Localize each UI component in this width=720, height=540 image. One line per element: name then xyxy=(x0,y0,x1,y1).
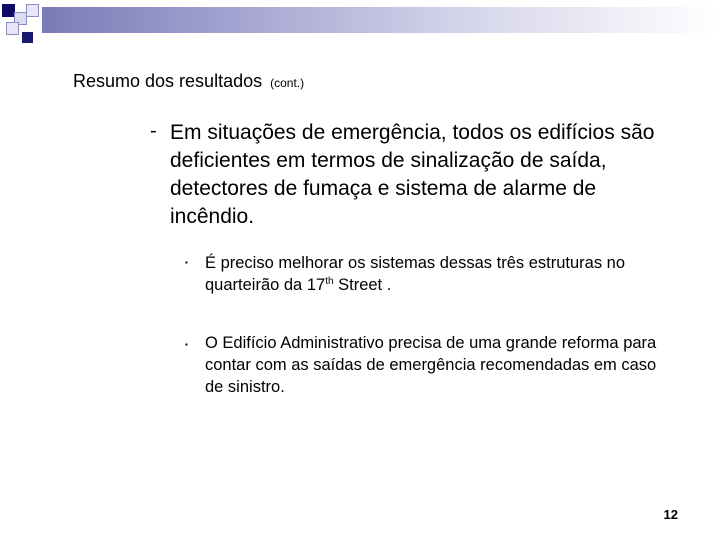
header-gradient-band xyxy=(42,7,720,33)
decorative-square xyxy=(22,32,33,43)
page-number: 12 xyxy=(663,507,678,522)
main-bullet-marker: - xyxy=(150,120,157,142)
slide-title xyxy=(73,71,304,92)
slide-title-text: Resumo dos resultados xyxy=(73,71,263,91)
main-bullet-text: Em situações de emergência, todos os edifícios são deficientes em termos de sinalização de saída, detectores de fumaça e sistema de alarme de incêndio. xyxy=(170,121,655,228)
ordinal-suffix: th xyxy=(325,276,334,287)
sub-bullet-marker: ▪ xyxy=(185,258,188,267)
sub-bullet-text-part: Street . xyxy=(333,276,392,294)
decorative-square xyxy=(26,4,39,17)
decorative-square xyxy=(6,22,19,35)
slide-title-sub: (cont.) xyxy=(270,76,305,90)
sub-bullet-marker: ▪ xyxy=(185,340,188,349)
sub-bullet-text-part: É preciso melhorar os sistemas dessas três estruturas no quarteirão da 17 xyxy=(205,254,626,294)
sub-bullet-text xyxy=(205,252,665,296)
sub-bullet-text: O Edifício Administrativo precisa de uma grande reforma para contar com as saídas de emergência recomendadas em caso de sinistro. xyxy=(205,334,657,396)
